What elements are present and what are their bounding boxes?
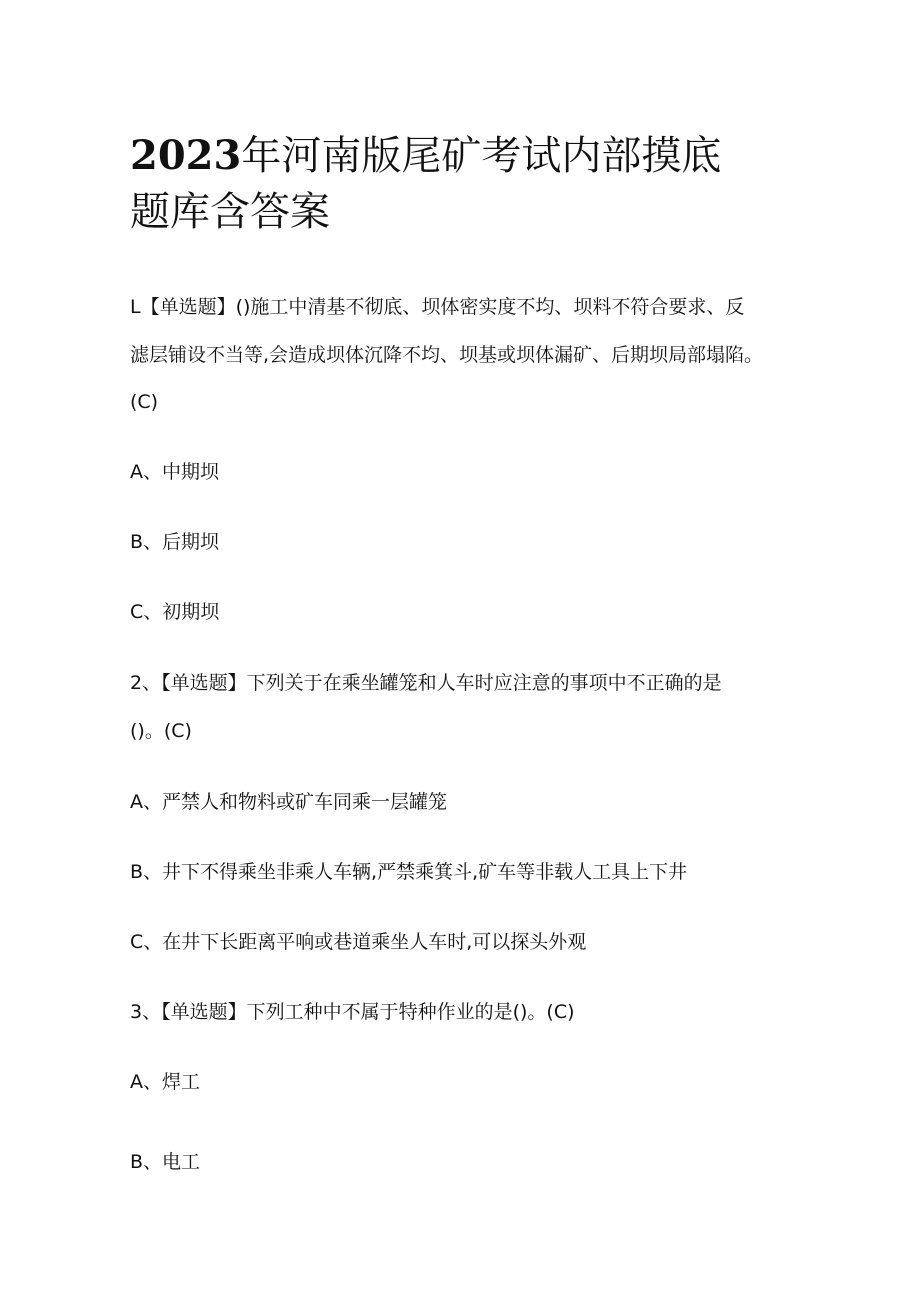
question-1-stem-line-2: 滤层铺设不当等,会造成坝体沉降不均、坝基或坝体漏矿、后期坝局部塌陷。	[130, 344, 764, 366]
question-2-stem-line-1: 2、【单选题】下列关于在乘坐罐笼和人车时应注意的事项中不正确的是	[130, 672, 722, 694]
question-2-option-c: C、在井下长距离平响或巷道乘坐人车时,可以探头外观	[130, 931, 587, 953]
title-line-1	[130, 128, 770, 184]
question-3-option-b: B、电工	[130, 1151, 201, 1173]
question-1-option-a: A、中期坝	[130, 461, 219, 483]
question-2-option-b: B、井下不得乘坐非乘人车辆,严禁乘箕斗,矿车等非载人工具上下井	[130, 861, 688, 883]
document-title	[130, 128, 770, 240]
question-1-option-c: C、初期坝	[130, 601, 220, 623]
question-2-stem-line-2: ()。(C)	[130, 720, 192, 742]
title-year: 2023	[130, 132, 242, 179]
question-2-option-a: A、严禁人和物料或矿车同乘一层罐笼	[130, 791, 447, 813]
question-1-option-b: B、后期坝	[130, 531, 220, 553]
question-1-stem-line-3: (C)	[130, 391, 159, 413]
title-line-1-text: 年河南版尾矿考试内部摸底	[241, 133, 722, 179]
question-3-stem-line-1: 3、【单选题】下列工种中不属于特种作业的是()。(C)	[130, 1001, 575, 1023]
question-1-stem-line-1: L【单选题】()施工中清基不彻底、坝体密实度不均、坝料不符合要求、反	[130, 296, 745, 318]
question-3-option-a: A、焊工	[130, 1071, 200, 1093]
title-line-2: 题库含答案	[130, 189, 330, 235]
